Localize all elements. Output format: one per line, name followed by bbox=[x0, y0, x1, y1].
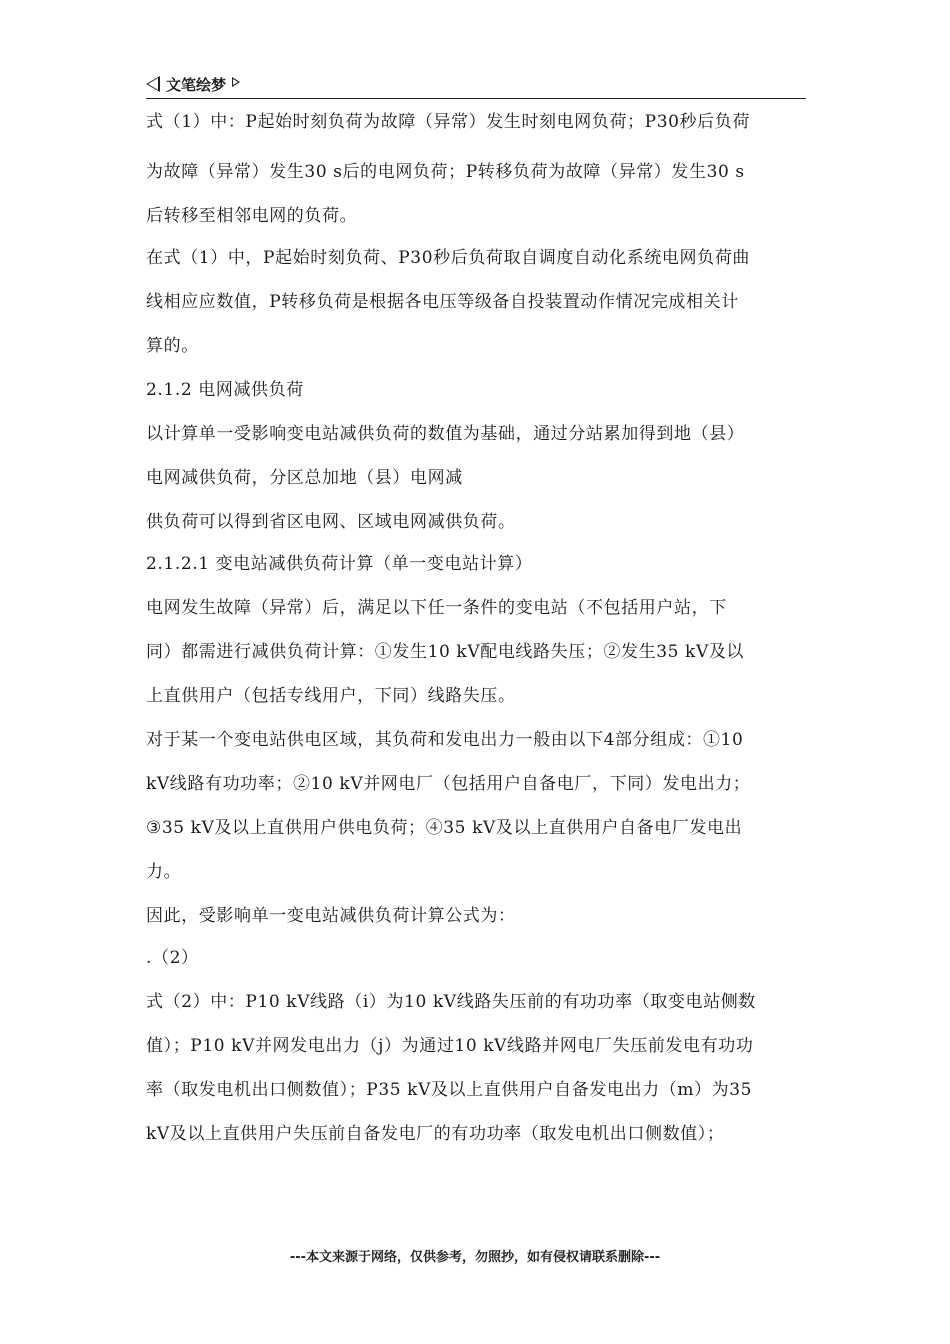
text-line: 在式（1）中，P起始时刻负荷、P30秒后负荷取自调度自动化系统电网负荷曲 bbox=[146, 248, 750, 268]
text-line: 算的。 bbox=[146, 336, 199, 356]
text-line: 因此，受影响单一变电站减供负荷计算公式为： bbox=[146, 906, 516, 926]
text-line: 式（2）中：P10 kV线路（i）为10 kV线路失压前的有功功率（取变电站侧数 bbox=[146, 992, 756, 1012]
text-line: 后转移至相邻电网的负荷。 bbox=[146, 206, 358, 226]
text-line: 供负荷可以得到省区电网、区域电网减供负荷。 bbox=[146, 512, 516, 532]
text-line: 对于某一个变电站供电区域，其负荷和发电出力一般由以下4部分组成：①10 bbox=[146, 730, 744, 750]
section-heading: 2.1.2.1 变电站减供负荷计算（单一变电站计算） bbox=[146, 554, 533, 574]
triangle-left-icon bbox=[146, 76, 160, 92]
text-line: ③35 kV及以上直供用户供电负荷；④35 kV及以上直供用户自备电厂发电出 bbox=[146, 818, 743, 838]
text-line: kV及以上直供用户失压前自备发电厂的有功功率（取发电机出口侧数值）； bbox=[146, 1124, 725, 1144]
page-footer: ---本文来源于网络，仅供参考，勿照抄，如有侵权请联系删除--- bbox=[289, 1250, 661, 1265]
header-brand: 文笔绘梦 bbox=[166, 76, 227, 94]
text-line: 以计算单一受影响变电站减供负荷的数值为基础，通过分站累加得到地（县） bbox=[146, 424, 745, 444]
text-line: 同）都需进行减供负荷计算：①发生10 kV配电线路失压；②发生35 kV及以 bbox=[146, 642, 745, 662]
text-line: 式（1）中：P起始时刻负荷为故障（异常）发生时刻电网负荷；P30秒后负荷 bbox=[146, 112, 750, 132]
text-line: kV线路有功功率；②10 kV并网电厂（包括用户自备电厂，下同）发电出力； bbox=[146, 774, 751, 794]
text-line: 值）；P10 kV并网发电出力（j）为通过10 kV线路并网电厂失压前发电有功功 bbox=[146, 1036, 754, 1056]
section-heading: 2.1.2 电网减供负荷 bbox=[146, 380, 304, 400]
text-line: 力。 bbox=[146, 862, 182, 882]
text-line: 电网减供负荷，分区总加地（县）电网减 bbox=[146, 468, 463, 488]
text-line: 率（取发电机出口侧数值）；P35 kV及以上直供用户自备发电出力（m）为35 bbox=[146, 1080, 753, 1100]
text-line: 电网发生故障（异常）后，满足以下任一条件的变电站（不包括用户站，下 bbox=[146, 598, 727, 618]
page-header bbox=[146, 72, 806, 99]
text-line: 为故障（异常）发生30 s后的电网负荷；P转移负荷为故障（异常）发生30 s bbox=[146, 162, 745, 182]
text-line: 线相应应数值，P转移负荷是根据各电压等级备自投装置动作情况完成相关计 bbox=[146, 292, 739, 312]
formula-label: .（2） bbox=[146, 948, 199, 968]
triangle-right-icon bbox=[232, 77, 240, 87]
text-line: 上直供用户（包括专线用户，下同）线路失压。 bbox=[146, 686, 516, 706]
